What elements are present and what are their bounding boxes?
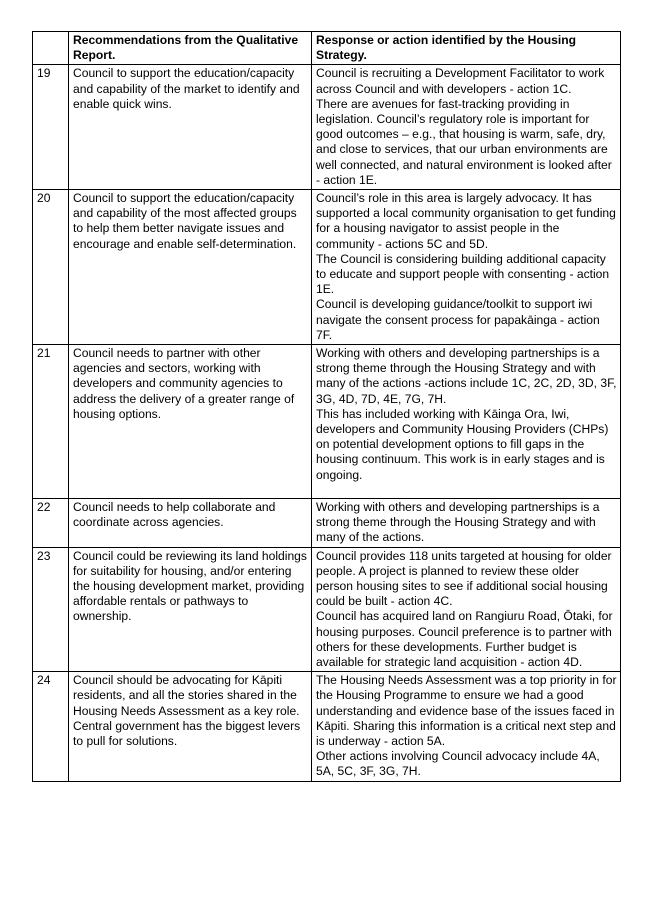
recommendations-table <box>32 31 621 782</box>
response-paragraph: There are avenues for fast-tracking providing in legislation. Council’s regulatory role is important for good outcomes – e.g., that housing is warm, safe, dry, and close to services, that our urban environments are well connected, and natural environment is looked after - action 1E. <box>316 96 612 187</box>
response-paragraph: Working with others and developing partnerships is a strong theme through the Housing Strategy and with many of the actions. <box>316 499 600 545</box>
row-number: 19 <box>33 65 69 190</box>
response-cell <box>312 547 621 672</box>
response-paragraph: Working with others and developing partnerships is a strong theme through the Housing Strategy and with many of the actions -actions include 1C, 2C, 2D, 3D, 3F, 3G, 4D, 7D, 4E, 7G, 7H. <box>316 346 617 406</box>
recommendation-cell: Council to support the education/capacity and capability of the market to identify and enable quick wins. <box>69 65 312 190</box>
table-row <box>33 345 621 499</box>
table-row <box>33 498 621 547</box>
recommendation-cell: Council needs to partner with other agencies and sectors, working with developers and community agencies to address the delivery of a greater range of housing options. <box>69 345 312 499</box>
recommendation-cell: Council needs to help collaborate and coordinate across agencies. <box>69 498 312 547</box>
response-paragraph: Council is developing guidance/toolkit to support iwi navigate the consent process for papakāinga - action 7F. <box>316 297 600 342</box>
response-cell <box>312 190 621 345</box>
response-paragraph: Council is recruiting a Development Facilitator to work across Council and with developers - action 1C. <box>316 66 605 96</box>
row-number: 22 <box>33 498 69 547</box>
table-row <box>33 65 621 190</box>
recommendation-cell: Council could be reviewing its land holdings for suitability for housing, and/or entering the housing development market, providing affordable rentals or pathways to ownership. <box>69 547 312 672</box>
header-response: Response or action identified by the Housing Strategy. <box>312 32 621 65</box>
response-paragraph: The Council is considering building additional capacity to educate and support people with consenting - action 1E. <box>316 251 610 297</box>
table-row <box>33 672 621 781</box>
table-row <box>33 190 621 345</box>
response-paragraph: The Housing Needs Assessment was a top priority in for the Housing Programme to ensure we had a good understanding and evidence base of the issues faced in Kāpiti. Sharing this information is a critical next step and is underway - action 5A. <box>316 673 617 748</box>
row-number: 24 <box>33 672 69 781</box>
response-paragraph: Council provides 118 units targeted at housing for older people. A project is planned to review these older person housing sites to see if additional social housing could be built - action 4C. <box>316 548 612 609</box>
header-row <box>33 32 621 65</box>
row-number: 21 <box>33 345 69 499</box>
header-number <box>33 32 69 65</box>
row-number: 23 <box>33 547 69 672</box>
table-row <box>33 547 621 672</box>
recommendation-cell: Council should be advocating for Kāpiti residents, and all the stories shared in the Housing Needs Assessment as a key role. Central government has the biggest levers to pull for solutions. <box>69 672 312 781</box>
response-paragraph: Other actions involving Council advocacy include 4A, 5A, 5C, 3F, 3G, 7H. <box>316 749 600 779</box>
row-number: 20 <box>33 190 69 345</box>
recommendation-cell: Council to support the education/capacity and capability of the most affected groups to help them better navigate issues and encourage and enable self-determination. <box>69 190 312 345</box>
response-cell <box>312 65 621 190</box>
response-cell <box>312 498 621 547</box>
response-paragraph: Council’s role in this area is largely advocacy. It has supported a local community organisation to get funding for a housing navigator to assist people in the community - actions 5C and 5D. <box>316 191 616 251</box>
response-cell <box>312 672 621 781</box>
response-paragraph: Council has acquired land on Rangiuru Road, Ōtaki, for housing purposes. Council preference is to partner with others for these developments. Further budget is available for strategic land acquisition - action 4D. <box>316 609 613 669</box>
response-cell <box>312 345 621 499</box>
header-recommendation: Recommendations from the Qualitative Report. <box>69 32 312 65</box>
response-paragraph: This has included working with Kāinga Ora, Iwi, developers and Community Housing Providers (CHPs) on potential development options to fill gaps in the housing continuum. This work is in early stages and is ongoing. <box>316 406 609 482</box>
